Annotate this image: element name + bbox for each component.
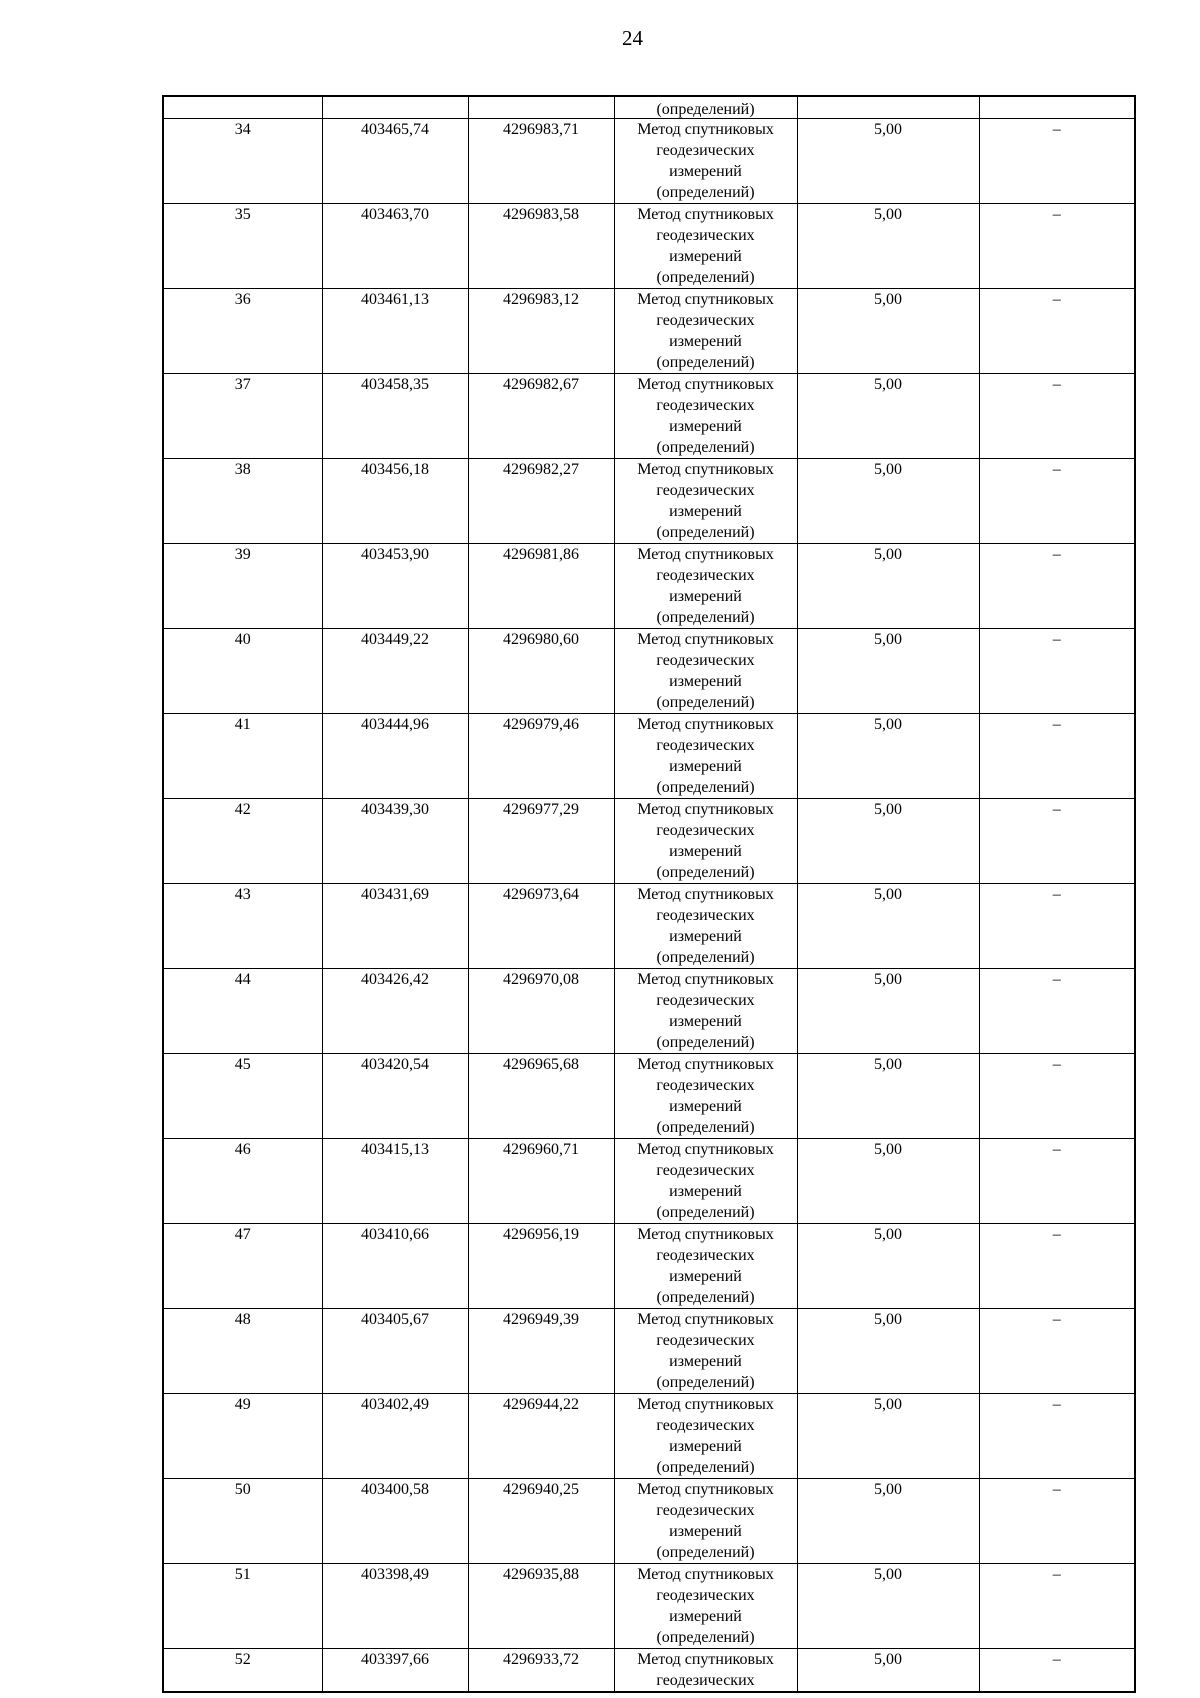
table-row	[163, 289, 1135, 374]
method-cell	[614, 289, 797, 374]
reference-cell: –	[979, 1139, 1135, 1224]
method-line: (определений)	[656, 779, 755, 796]
accuracy-cell: 5,00	[797, 884, 979, 969]
method-line: (определений)	[656, 1204, 755, 1221]
table-cell	[797, 96, 979, 119]
x-coordinate-cell: 403453,90	[322, 544, 468, 629]
method-line: геодезических	[656, 992, 755, 1009]
method-line: Метод спутниковых	[637, 1566, 774, 1583]
reference-cell: –	[979, 289, 1135, 374]
y-coordinate-cell: 4296940,25	[468, 1479, 614, 1564]
point-number-cell: 38	[163, 459, 322, 544]
method-line: Метод спутниковых	[637, 971, 774, 988]
x-coordinate-cell: 403400,58	[322, 1479, 468, 1564]
table-row	[163, 1649, 1135, 1693]
reference-cell: –	[979, 459, 1135, 544]
reference-cell: –	[979, 1649, 1135, 1693]
method-line: геодезических	[656, 1672, 755, 1689]
method-line: геодезических	[656, 737, 755, 754]
point-number-cell: 36	[163, 289, 322, 374]
method-line: геодезических	[656, 312, 755, 329]
y-coordinate-cell: 4296973,64	[468, 884, 614, 969]
method-cell	[614, 374, 797, 459]
method-line: геодезических	[656, 567, 755, 584]
coordinates-table-wrapper	[162, 95, 1134, 1693]
method-line: (определений)	[656, 354, 755, 371]
method-line: измерений	[669, 588, 742, 605]
method-line: геодезических	[656, 227, 755, 244]
y-coordinate-cell: 4296980,60	[468, 629, 614, 714]
x-coordinate-cell: 403397,66	[322, 1649, 468, 1693]
reference-cell: –	[979, 799, 1135, 884]
x-coordinate-cell: 403456,18	[322, 459, 468, 544]
accuracy-cell: 5,00	[797, 1394, 979, 1479]
coordinates-table-body	[163, 96, 1135, 1692]
method-line: геодезических	[656, 822, 755, 839]
y-coordinate-cell: 4296970,08	[468, 969, 614, 1054]
method-line: измерений	[669, 1438, 742, 1455]
method-line: Метод спутниковых	[637, 461, 774, 478]
accuracy-cell: 5,00	[797, 459, 979, 544]
x-coordinate-cell: 403415,13	[322, 1139, 468, 1224]
method-line: Метод спутниковых	[637, 376, 774, 393]
method-line: геодезических	[656, 652, 755, 669]
table-row	[163, 969, 1135, 1054]
method-cell	[614, 714, 797, 799]
method-line: измерений	[669, 503, 742, 520]
y-coordinate-cell: 4296965,68	[468, 1054, 614, 1139]
y-coordinate-cell: 4296933,72	[468, 1649, 614, 1693]
table-cell	[163, 96, 322, 119]
point-number-cell: 40	[163, 629, 322, 714]
point-number-cell: 45	[163, 1054, 322, 1139]
method-cell	[614, 544, 797, 629]
reference-cell: –	[979, 374, 1135, 459]
x-coordinate-cell: 403463,70	[322, 204, 468, 289]
reference-cell: –	[979, 119, 1135, 204]
reference-cell: –	[979, 1479, 1135, 1564]
point-number-cell: 44	[163, 969, 322, 1054]
method-line: (определений)	[656, 184, 755, 201]
y-coordinate-cell: 4296935,88	[468, 1564, 614, 1649]
table-row	[163, 204, 1135, 289]
method-line: геодезических	[656, 1162, 755, 1179]
method-line: геодезических	[656, 1417, 755, 1434]
method-line: Метод спутниковых	[637, 546, 774, 563]
point-number-cell: 48	[163, 1309, 322, 1394]
x-coordinate-cell: 403410,66	[322, 1224, 468, 1309]
table-row	[163, 1479, 1135, 1564]
method-line: геодезических	[656, 142, 755, 159]
method-cell	[614, 459, 797, 544]
reference-cell: –	[979, 1054, 1135, 1139]
method-line: (определений)	[656, 524, 755, 541]
table-row	[163, 1139, 1135, 1224]
method-cell	[614, 1564, 797, 1649]
method-cell	[614, 1054, 797, 1139]
accuracy-cell: 5,00	[797, 629, 979, 714]
x-coordinate-cell: 403420,54	[322, 1054, 468, 1139]
method-cell	[614, 884, 797, 969]
reference-cell: –	[979, 544, 1135, 629]
method-line: Метод спутниковых	[637, 291, 774, 308]
method-cell	[614, 1479, 797, 1564]
method-line: (определений)	[656, 1544, 755, 1561]
method-line: измерений	[669, 673, 742, 690]
method-line: Метод спутниковых	[637, 631, 774, 648]
method-line: геодезических	[656, 1077, 755, 1094]
method-line: измерений	[669, 1098, 742, 1115]
y-coordinate-cell: 4296982,27	[468, 459, 614, 544]
table-row	[163, 374, 1135, 459]
point-number-cell: 52	[163, 1649, 322, 1693]
method-cell	[614, 204, 797, 289]
method-line: геодезических	[656, 1502, 755, 1519]
table-row	[163, 1394, 1135, 1479]
method-line: Метод спутниковых	[637, 1056, 774, 1073]
point-number-cell: 47	[163, 1224, 322, 1309]
point-number-cell: 50	[163, 1479, 322, 1564]
reference-cell: –	[979, 1394, 1135, 1479]
method-line: измерений	[669, 1523, 742, 1540]
x-coordinate-cell: 403461,13	[322, 289, 468, 374]
table-row	[163, 1564, 1135, 1649]
point-number-cell: 51	[163, 1564, 322, 1649]
table-row	[163, 629, 1135, 714]
table-row	[163, 459, 1135, 544]
x-coordinate-cell: 403402,49	[322, 1394, 468, 1479]
page-number: 24	[622, 26, 643, 50]
method-line: измерений	[669, 1013, 742, 1030]
table-row	[163, 799, 1135, 884]
x-coordinate-cell: 403439,30	[322, 799, 468, 884]
table-row	[163, 119, 1135, 204]
method-line: (определений)	[656, 1289, 755, 1306]
method-line: геодезических	[656, 907, 755, 924]
method-line: Метод спутниковых	[637, 1141, 774, 1158]
method-line: Метод спутниковых	[637, 886, 774, 903]
method-cell	[614, 119, 797, 204]
method-line: измерений	[669, 1353, 742, 1370]
point-number-cell: 35	[163, 204, 322, 289]
table-row	[163, 714, 1135, 799]
method-line: измерений	[669, 248, 742, 265]
table-row-continuation	[163, 96, 1135, 119]
method-line: геодезических	[656, 1247, 755, 1264]
method-cell	[614, 1309, 797, 1394]
method-cell	[614, 1649, 797, 1693]
method-line: (определений)	[656, 269, 755, 286]
method-line: Метод спутниковых	[637, 716, 774, 733]
method-line: измерений	[669, 163, 742, 180]
x-coordinate-cell: 403405,67	[322, 1309, 468, 1394]
point-number-cell: 42	[163, 799, 322, 884]
accuracy-cell: 5,00	[797, 1054, 979, 1139]
method-line: Метод спутниковых	[637, 206, 774, 223]
method-line: (определений)	[656, 1034, 755, 1051]
method-line: геодезических	[656, 482, 755, 499]
table-cell	[979, 96, 1135, 119]
method-line: геодезических	[656, 1587, 755, 1604]
method-line: измерений	[669, 1183, 742, 1200]
method-line: измерений	[669, 418, 742, 435]
accuracy-cell: 5,00	[797, 799, 979, 884]
method-line: измерений	[669, 333, 742, 350]
y-coordinate-cell: 4296979,46	[468, 714, 614, 799]
table-row	[163, 1054, 1135, 1139]
method-cell	[614, 1139, 797, 1224]
method-line: (определений)	[656, 694, 755, 711]
table-cell	[322, 96, 468, 119]
method-line: измерений	[669, 758, 742, 775]
method-line: Метод спутниковых	[637, 1481, 774, 1498]
method-line: Метод спутниковых	[637, 121, 774, 138]
method-line: Метод спутниковых	[637, 1226, 774, 1243]
x-coordinate-cell: 403398,49	[322, 1564, 468, 1649]
method-line: (определений)	[656, 1119, 755, 1136]
point-number-cell: 41	[163, 714, 322, 799]
reference-cell: –	[979, 714, 1135, 799]
accuracy-cell: 5,00	[797, 374, 979, 459]
method-line: измерений	[669, 928, 742, 945]
method-cell	[614, 969, 797, 1054]
table-row	[163, 1309, 1135, 1394]
accuracy-cell: 5,00	[797, 119, 979, 204]
accuracy-cell: 5,00	[797, 204, 979, 289]
table-row	[163, 884, 1135, 969]
point-number-cell: 37	[163, 374, 322, 459]
method-line: Метод спутниковых	[637, 1311, 774, 1328]
point-number-cell: 49	[163, 1394, 322, 1479]
y-coordinate-cell: 4296960,71	[468, 1139, 614, 1224]
method-cell	[614, 799, 797, 884]
method-line: геодезических	[656, 397, 755, 414]
method-line: измерений	[669, 1608, 742, 1625]
table-cell	[468, 96, 614, 119]
y-coordinate-cell: 4296949,39	[468, 1309, 614, 1394]
table-cell-method: (определений)	[614, 96, 797, 119]
point-number-cell: 39	[163, 544, 322, 629]
method-line: Метод спутниковых	[637, 801, 774, 818]
accuracy-cell: 5,00	[797, 969, 979, 1054]
y-coordinate-cell: 4296981,86	[468, 544, 614, 629]
reference-cell: –	[979, 1309, 1135, 1394]
method-line: (определений)	[656, 1629, 755, 1646]
y-coordinate-cell: 4296983,12	[468, 289, 614, 374]
reference-cell: –	[979, 1564, 1135, 1649]
accuracy-cell: 5,00	[797, 714, 979, 799]
accuracy-cell: 5,00	[797, 1139, 979, 1224]
y-coordinate-cell: 4296956,19	[468, 1224, 614, 1309]
y-coordinate-cell: 4296983,58	[468, 204, 614, 289]
method-line: геодезических	[656, 1332, 755, 1349]
y-coordinate-cell: 4296977,29	[468, 799, 614, 884]
x-coordinate-cell: 403465,74	[322, 119, 468, 204]
coordinates-table	[162, 95, 1136, 1693]
x-coordinate-cell: 403444,96	[322, 714, 468, 799]
accuracy-cell: 5,00	[797, 1564, 979, 1649]
reference-cell: –	[979, 884, 1135, 969]
method-line: Метод спутниковых	[637, 1396, 774, 1413]
accuracy-cell: 5,00	[797, 289, 979, 374]
y-coordinate-cell: 4296982,67	[468, 374, 614, 459]
reference-cell: –	[979, 1224, 1135, 1309]
x-coordinate-cell: 403426,42	[322, 969, 468, 1054]
point-number-cell: 46	[163, 1139, 322, 1224]
table-row	[163, 1224, 1135, 1309]
point-number-cell: 43	[163, 884, 322, 969]
accuracy-cell: 5,00	[797, 1224, 979, 1309]
accuracy-cell: 5,00	[797, 544, 979, 629]
method-cell	[614, 629, 797, 714]
method-line: (определений)	[656, 1459, 755, 1476]
method-line: (определений)	[656, 949, 755, 966]
accuracy-cell: 5,00	[797, 1309, 979, 1394]
method-line: измерений	[669, 843, 742, 860]
method-line: (определений)	[656, 439, 755, 456]
method-cell	[614, 1394, 797, 1479]
method-line: Метод спутниковых	[637, 1651, 774, 1668]
reference-cell: –	[979, 969, 1135, 1054]
method-line: (определений)	[656, 1374, 755, 1391]
table-row	[163, 544, 1135, 629]
reference-cell: –	[979, 629, 1135, 714]
accuracy-cell: 5,00	[797, 1649, 979, 1693]
x-coordinate-cell: 403449,22	[322, 629, 468, 714]
method-line: измерений	[669, 1268, 742, 1285]
point-number-cell: 34	[163, 119, 322, 204]
y-coordinate-cell: 4296944,22	[468, 1394, 614, 1479]
reference-cell: –	[979, 204, 1135, 289]
method-cell	[614, 1224, 797, 1309]
method-line: (определений)	[656, 864, 755, 881]
y-coordinate-cell: 4296983,71	[468, 119, 614, 204]
x-coordinate-cell: 403431,69	[322, 884, 468, 969]
x-coordinate-cell: 403458,35	[322, 374, 468, 459]
method-line: (определений)	[656, 609, 755, 626]
accuracy-cell: 5,00	[797, 1479, 979, 1564]
